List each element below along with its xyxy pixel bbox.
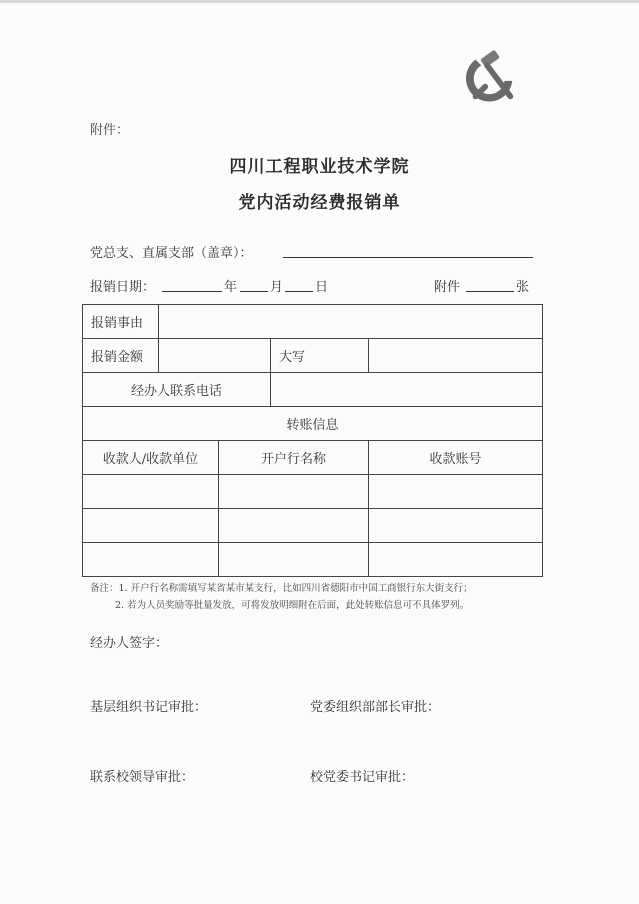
payee-cell[interactable] bbox=[83, 475, 219, 509]
table-row bbox=[83, 543, 543, 577]
grassroots-secretary-label: 基层组织书记审批： bbox=[90, 700, 208, 715]
attach-count-field[interactable] bbox=[466, 277, 514, 292]
month-field[interactable] bbox=[240, 277, 268, 292]
amount-label: 报销金额 bbox=[83, 339, 159, 373]
handler-signature-label: 经办人签字： bbox=[90, 636, 169, 651]
capital-label: 大写 bbox=[271, 339, 369, 373]
phone-field[interactable] bbox=[271, 373, 543, 407]
reimbursement-table bbox=[82, 304, 543, 577]
account-cell[interactable] bbox=[369, 509, 543, 543]
bank-cell[interactable] bbox=[219, 475, 369, 509]
branch-field[interactable] bbox=[283, 243, 533, 258]
payee-cell[interactable] bbox=[83, 543, 219, 577]
school-leader-label: 联系校领导审批： bbox=[90, 770, 195, 785]
notes bbox=[90, 580, 473, 614]
account-column-header: 收款账号 bbox=[369, 441, 543, 475]
party-emblem-icon bbox=[462, 48, 520, 106]
party-secretary-label: 校党委书记审批： bbox=[310, 770, 415, 785]
reason-field[interactable] bbox=[159, 305, 543, 339]
bank-column-header: 开户行名称 bbox=[219, 441, 369, 475]
bank-cell[interactable] bbox=[219, 543, 369, 577]
capital-field[interactable] bbox=[369, 339, 543, 373]
account-cell[interactable] bbox=[369, 543, 543, 577]
amount-field[interactable] bbox=[159, 339, 271, 373]
reason-label: 报销事由 bbox=[83, 305, 159, 339]
page-title: 四川工程职业技术学院 bbox=[229, 157, 410, 177]
attach-unit-label: 张 bbox=[516, 280, 530, 295]
day-field[interactable] bbox=[285, 277, 313, 292]
branch-label: 党总支、直属支部（盖章）： bbox=[90, 246, 253, 261]
transfer-info-header: 转账信息 bbox=[83, 407, 543, 441]
attach-count-label: 附件 bbox=[434, 280, 461, 295]
phone-label: 经办人联系电话 bbox=[83, 373, 271, 407]
year-label: 年 bbox=[224, 280, 238, 295]
day-label: 日 bbox=[315, 280, 329, 295]
month-label: 月 bbox=[270, 280, 284, 295]
payee-cell[interactable] bbox=[83, 509, 219, 543]
year-field[interactable] bbox=[162, 277, 222, 292]
account-cell[interactable] bbox=[369, 475, 543, 509]
date-label: 报销日期： bbox=[90, 280, 156, 295]
org-dept-head-label: 党委组织部部长审批： bbox=[310, 700, 441, 715]
table-row bbox=[83, 475, 543, 509]
attachment-label: 附件： bbox=[90, 123, 130, 138]
note-line-1: 备注：1. 开户行名称需填写某省某市某支行，比如四川省德阳市中国工商银行东大街支行； bbox=[90, 583, 473, 594]
form-title: 党内活动经费报销单 bbox=[238, 193, 401, 213]
scan-edge-line bbox=[0, 0, 639, 3]
table-row bbox=[83, 509, 543, 543]
note-line-2: 2. 若为人员奖励等批量发放，可将发放明细附在后面，此处转账信息可不具体罗列。 bbox=[115, 600, 470, 611]
bank-cell[interactable] bbox=[219, 509, 369, 543]
payee-column-header: 收款人/收款单位 bbox=[83, 441, 219, 475]
